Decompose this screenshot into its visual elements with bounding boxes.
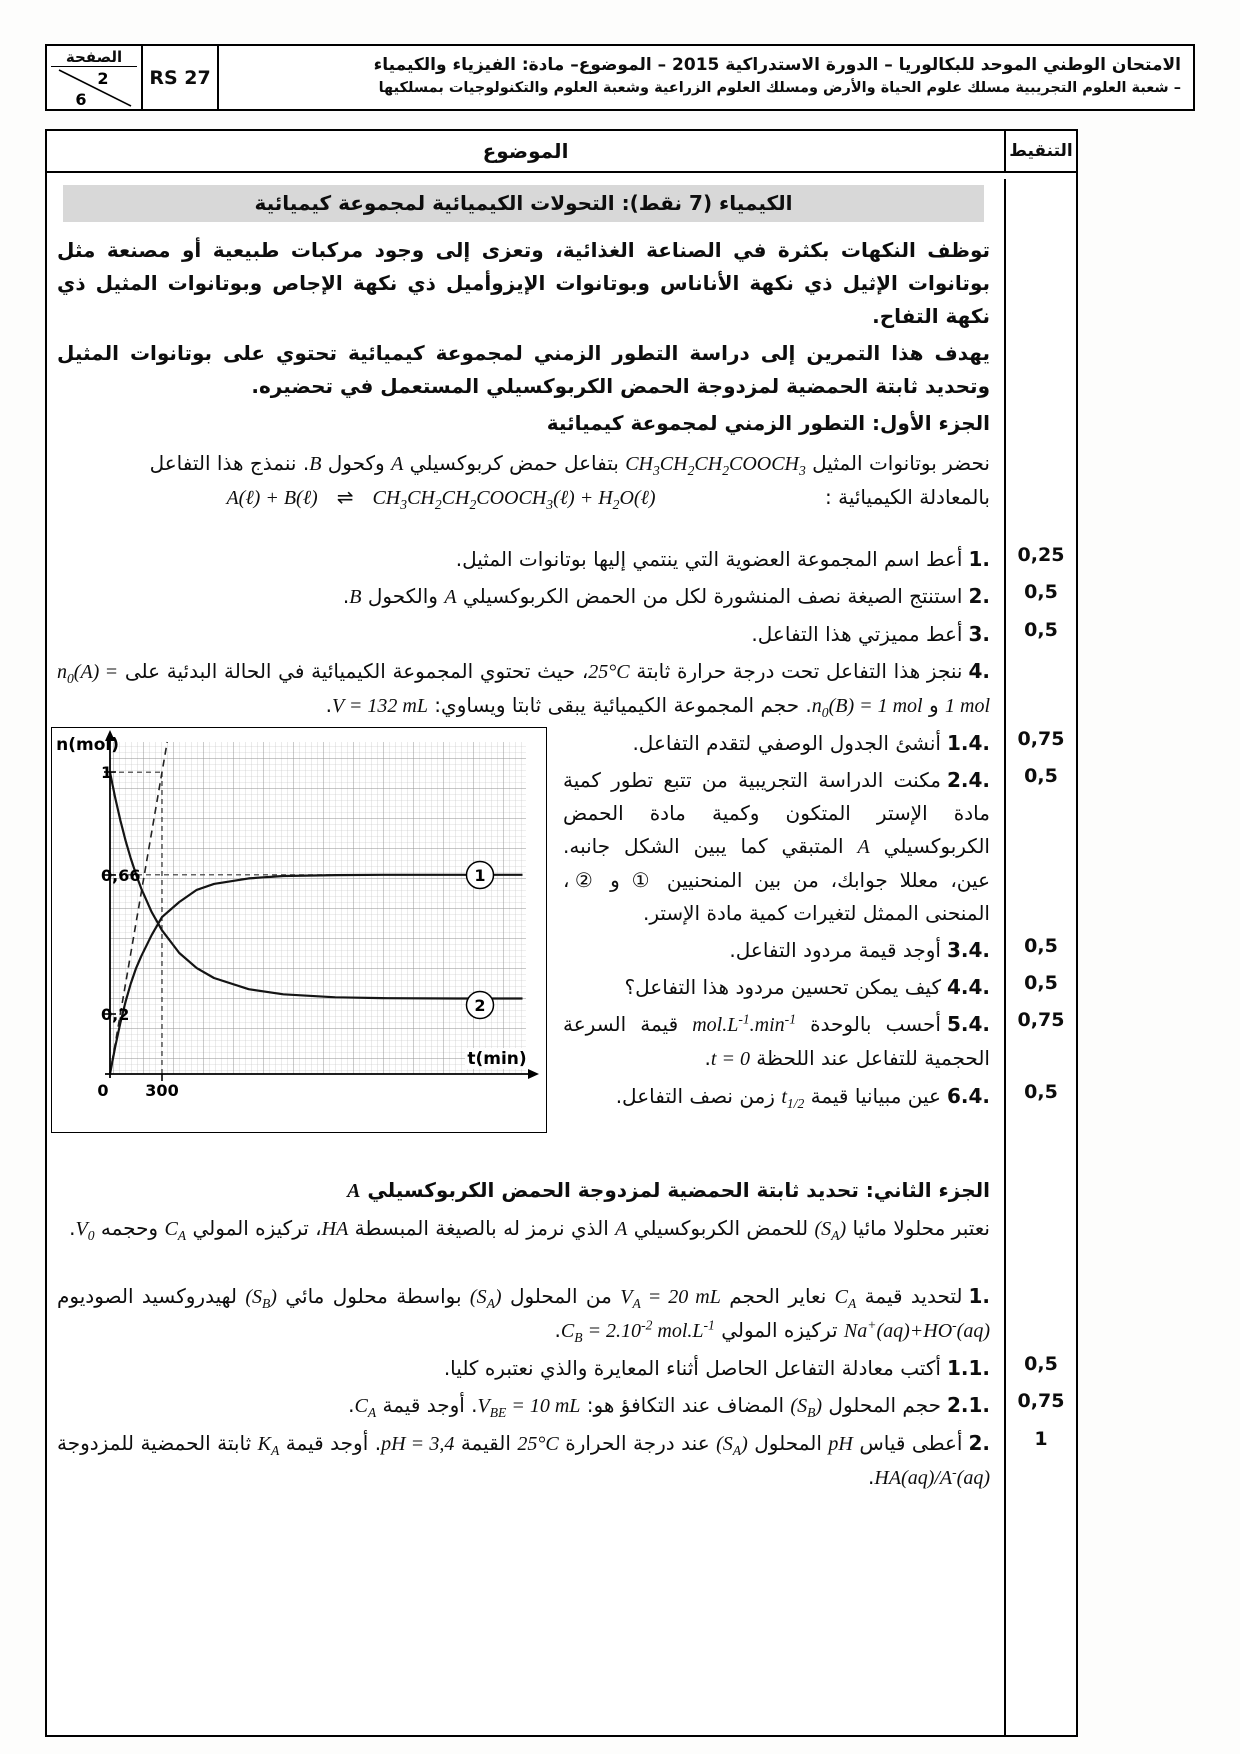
grading-cell-empty (1004, 445, 1076, 541)
y-tick-label-0-66: 0,66 (101, 866, 141, 885)
exam-title-block (219, 46, 1193, 109)
grading-mark: 0,75 (1004, 1006, 1076, 1078)
part1-heading-row (47, 405, 1076, 445)
part2-intro-row (47, 1210, 1076, 1278)
question-text: مكنت الدراسة التجريبية من تتبع تطور كمية مادة الإستر المتكون وكمية مادة الحمض الكربوكسيلي A المتبقي كما يبين الشكل جانبه. عين، معللا جوابك، من بين المنحنيين ① و ②، المنحنى الممثل لتغيرات كمية مادة الإستر. (563, 768, 990, 925)
question-number: 1. (968, 547, 990, 571)
part2-intro: نعتبر محلولا مائيا $(S_A)$ للحمض الكربوكسيلي A الذي نرمز له بالصيغة المبسطة HA، تركيزه المولي $C_A$ وحجمه $V_0$. (69, 1216, 990, 1243)
x-axis-arrow (528, 1069, 539, 1079)
exam-code: RS 27 (141, 46, 219, 109)
question-number: 2. (968, 584, 990, 608)
part2-heading-row (47, 1166, 1076, 1210)
grading-mark: 0,5 (1004, 969, 1076, 1006)
intro-paragraph-2: يهدف هذا التمرين إلى دراسة التطور الزمني لمجموعة كيميائية تحتوي على بوتانوات المثيل وتحديد ثابتة الحمضية لمزدوجة الحمض الكربوكسيلي المستعمل في تحضيره. (57, 341, 990, 398)
grading-mark: 0,5 (1004, 578, 1076, 616)
grading-mark: 0,75 (1004, 725, 1076, 762)
question (563, 1080, 990, 1114)
question-text: أنشئ الجدول الوصفي لتقدم التفاعل. (632, 731, 941, 755)
part2-heading: الجزء الثاني: تحديد ثابتة الحمضية لمزدوجة الحمض الكربوكسيلي A (347, 1178, 990, 1202)
prep-row (47, 445, 1076, 541)
question (563, 1008, 990, 1076)
grading-mark: 1 (1004, 1425, 1076, 1497)
curve-1-badge-label: 1 (474, 866, 486, 885)
question (57, 655, 990, 723)
question-row (47, 541, 1076, 578)
question (57, 1427, 990, 1495)
preparation-text: نحضر بوتانوات المثيل $CH_3CH_2CH_2COOCH_3$ بتفاعل حمض كربوكسيلي A وكحول B. ننمذج هذا التفاعل (149, 451, 990, 478)
page-label: الصفحة (51, 48, 137, 67)
intro-row-1 (47, 232, 1076, 335)
section-row (47, 179, 1076, 232)
y-tick-label-1: 1 (101, 763, 113, 782)
question-number: 1.1. (946, 1356, 990, 1380)
question-number: 3.4. (946, 938, 990, 962)
grading-cell-empty (1004, 179, 1076, 232)
table-body (47, 173, 1076, 1735)
question-number: 6.4. (946, 1084, 990, 1108)
page-indicator (47, 46, 141, 109)
curve-2-badge-label: 2 (474, 996, 486, 1015)
grading-mark: 0,25 (1004, 541, 1076, 578)
grading-cell-empty (1004, 232, 1076, 335)
intro-paragraph-1: توظف النكهات بكثرة في الصناعة الغذائية، وتعزى إلى وجود مركبات طبيعية أو مصنعة مثل بوتانوات الإثيل ذي نكهة الأناناس وبوتانوات الإيزوأميل ذي نكهة الإجاص وبوتانوات المثيل ذي نكهة التفاح. (57, 238, 990, 328)
grading-cell-empty (1004, 653, 1076, 725)
question-text: كيف يمكن تحسين مردود هذا التفاعل؟ (624, 975, 941, 999)
page-fraction (51, 67, 137, 109)
grading-mark: 0,5 (1004, 762, 1076, 932)
question-text: أعط اسم المجموعة العضوية التي ينتمي إليها بوتانوات المثيل. (455, 547, 963, 571)
grading-cell-empty (1004, 405, 1076, 445)
y-tick-label-0-2: 0,2 (101, 1005, 130, 1024)
part1-heading: الجزء الأول: التطور الزمني لمجموعة كيميائية (546, 411, 990, 435)
kinetics-graph-figure (51, 727, 547, 1133)
grading-mark: 0,75 (1004, 1387, 1076, 1425)
y-axis-label: n(mol) (56, 735, 119, 755)
question-number: 2. (968, 1431, 990, 1455)
question-number: 4. (968, 659, 990, 683)
question (563, 764, 990, 930)
equation-label: بالمعادلة الكيميائية : (825, 485, 990, 509)
question-text: أعط مميزتي هذا التفاعل. (751, 622, 963, 646)
grading-mark: 0,5 (1004, 616, 1076, 653)
question-row (47, 1425, 1076, 1497)
question-row (47, 653, 1076, 725)
question (57, 580, 990, 614)
grading-cell-empty (1004, 1166, 1076, 1210)
intro-row-2 (47, 335, 1076, 405)
question (57, 543, 990, 576)
question (57, 618, 990, 651)
page-current: 2 (97, 69, 109, 88)
grading-mark: 0,5 (1004, 1350, 1076, 1387)
question-text: أوجد قيمة مردود التفاعل. (729, 938, 941, 962)
grading-cell-empty (1004, 1278, 1076, 1350)
question-number: 5.4. (946, 1012, 991, 1036)
question-text: عين مبيانيا قيمة $t_{1/2}$ زمن نصف التفاعل. (615, 1084, 941, 1111)
question-text: أعطى قياس pH المحلول $(S_A)$ عند درجة الحرارة 25°C القيمة pH = 3,4. أوجد قيمة $K_A$ ثابتة الحمضية للمزدوجة HA(aq)/A-(aq). (57, 1431, 990, 1489)
question-text: أكتب معادلة التفاعل الحاصل أثناء المعايرة والذي نعتبره كليا. (443, 1356, 941, 1380)
question-row (47, 578, 1076, 616)
grading-cell-empty (1004, 335, 1076, 405)
exam-title-line1: الامتحان الوطني الموحد للبكالوريا – الدورة الاستدراكية 2015 – الموضوع– مادة: الفيزياء والكيمياء (373, 55, 1181, 75)
question-number: 2.1. (946, 1393, 990, 1417)
subject-table (45, 129, 1078, 1737)
question (563, 971, 990, 1004)
question-text: ننجز هذا التفاعل تحت درجة حرارة ثابتة 25°C، حيث تحتوي المجموعة الكيميائية في الحالة البدئية على $n_0(A) = 1$ mol و $n_0(B) = 1$ mol. حجم المجموعة الكيميائية يبقى ثابتا ويساوي: V = 132 mL. (57, 659, 990, 720)
grading-column-header: التنقيط (1004, 131, 1076, 171)
x-tick-label-0: 0 (97, 1081, 109, 1100)
question-number: 2.4. (946, 768, 990, 792)
diagonal-divider (59, 70, 131, 106)
question-number: 3. (968, 622, 990, 646)
question (57, 1352, 990, 1385)
grading-mark: 0,5 (1004, 932, 1076, 969)
chemistry-section-title: الكيمياء (7 نقط): التحولات الكيميائية لمجموعة كيميائية (63, 185, 984, 222)
grading-mark: 0,5 (1004, 1078, 1076, 1118)
question (563, 934, 990, 967)
question-number: 1. (968, 1284, 991, 1308)
question-row (47, 616, 1076, 653)
exam-title-line2: – شعبة العلوم التجريبية مسلك علوم الحياة والأرض ومسلك العلوم الزراعية وشعبة العلوم والتكنولوجيات بمسلكيها (378, 79, 1181, 96)
question-number: 4.4. (946, 975, 990, 999)
chemical-equation: A(ℓ) + B(ℓ) ⇌ $CH_3CH_2CH_2COOCH_3(\ell)$ + $H_2O(\ell)$ (226, 485, 656, 512)
page-total: 6 (75, 90, 87, 109)
grading-cell-empty (1004, 1210, 1076, 1278)
equation-line (57, 481, 990, 515)
question-number: 1.4. (946, 731, 990, 755)
question-text: لتحديد قيمة $C_A$ نعاير الحجم $V_A = 20$ mL من المحلول $(S_A)$ بواسطة محلول مائي $(S_B)$ لهيدروكسيد الصوديوم Na+(aq)+HO-(aq) تركيزه المولي $C_B = 2.10^{-2}$ $mol.L^{-1}$. (57, 1284, 990, 1345)
question-row (47, 1278, 1076, 1350)
subject-column-header: الموضوع (482, 139, 569, 163)
grading-cell-empty (1004, 1497, 1076, 1735)
x-axis-label: t(min) (467, 1049, 527, 1069)
grading-cell-empty (1004, 1118, 1076, 1166)
table-header-row (47, 131, 1076, 173)
question (57, 1280, 990, 1348)
exam-header (45, 44, 1195, 111)
question-text: أحسب بالوحدة $mol.L^{-1}.\min^{-1}$ قيمة السرعة الحجمية للتفاعل عند اللحظة t = 0. (563, 1011, 990, 1070)
x-tick-label-300: 300 (145, 1081, 179, 1100)
question-text: استنتج الصيغة نصف المنشورة لكل من الحمض الكربوكسيلي A والكحول B. (342, 584, 963, 608)
question-row (47, 1387, 1076, 1425)
question (57, 1389, 990, 1423)
question-row (47, 1350, 1076, 1387)
empty-filler-row (47, 1497, 1076, 1735)
question-text: حجم المحلول $(S_B)$ المضاف عند التكافؤ هو: $V_{BE} = 10$ mL. أوجد قيمة $C_A$. (348, 1393, 941, 1420)
question (563, 727, 990, 760)
